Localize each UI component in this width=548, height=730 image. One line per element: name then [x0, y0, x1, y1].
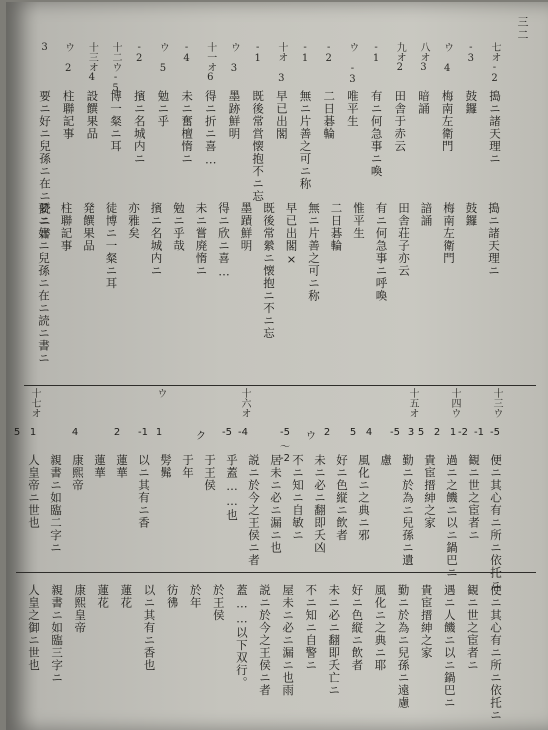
line-text-corrected: 発饌果品: [82, 202, 96, 252]
line-text: 田舎于赤云: [393, 90, 408, 153]
bottom-text-corrected: 蓋……以下双行。: [234, 584, 249, 689]
bottom-text-corrected: 勤ニ於為ニ兒孫ニ遠慮: [396, 584, 411, 709]
line-marker: ウ -3: [346, 42, 358, 85]
bottom-text: 未ニ必ニ翻即夭凶: [313, 454, 327, 554]
line-text-corrected: 要ニ好ニ兒孫ニ在ニ読ニ書ニ: [37, 202, 51, 365]
bottom-text: 蓮華: [115, 454, 129, 479]
line-text: 博一粲ニ耳: [109, 90, 124, 153]
line-text: 要ニ好ニ兒孫ニ在ニ読ニ書: [38, 90, 52, 240]
sub-number: 5: [349, 427, 357, 438]
bottom-text-corrected: 於年: [188, 584, 203, 609]
line-marker: 十オ 3: [275, 42, 287, 84]
bottom-text-corrected: 以ニ其有ニ香也: [142, 584, 157, 672]
line-number: 4: [71, 427, 79, 438]
line-number: 4: [365, 427, 373, 438]
line-number: 1: [155, 427, 163, 438]
sub-number: -2: [458, 427, 468, 438]
line-text: 鼓鑼: [464, 90, 479, 115]
sub-number: 5: [417, 427, 425, 438]
line-text-corrected: 無ニ片善之可ニ称: [307, 202, 321, 302]
line-text-corrected: 鼓鑼: [464, 202, 479, 227]
line-text: 既後常営懐抱不ニ忘: [251, 90, 266, 203]
bottom-text: 親書ニ如臨二字ニ: [49, 454, 63, 554]
line-marker: ウ 4: [441, 42, 453, 74]
line-text: 墨跡鮮明: [227, 90, 242, 140]
line-text: 得ニ折ニ喜…: [203, 90, 218, 168]
line-text-corrected: 有ニ何急事ニ呼喚: [374, 202, 389, 302]
line-text: 唯平生: [345, 90, 360, 128]
line-marker: 七オ-2: [489, 42, 500, 84]
bottom-text-corrected: 屋未ニ必ニ漏ニ也雨: [281, 584, 296, 697]
line-marker: 十三オ4: [86, 42, 98, 83]
line-marker: -2: [133, 42, 145, 64]
book-page: [6, 2, 548, 730]
bottom-text-corrected: 不ニ知ニ自警ニ: [304, 584, 319, 672]
line-number: 2: [323, 427, 331, 438]
bottom-text-corrected: 貴宦搢紳之家: [419, 584, 434, 659]
line-number: 2: [113, 427, 121, 438]
bottom-text-corrected: 彷彿: [165, 584, 180, 609]
section-label: 十四ウ: [449, 388, 460, 418]
line-marker: -1: [370, 42, 382, 64]
line-text: 暗誦: [416, 90, 431, 115]
section-label: 十三ウ: [491, 388, 502, 418]
sub-number: ウ: [306, 431, 316, 442]
bottom-text: 不ニ知ニ自敏ニ: [291, 454, 305, 542]
bottom-text: 便ニ其心有ニ所ニ依托ニ: [489, 454, 503, 592]
line-text: 搗ニ諸天理ニ: [488, 90, 502, 165]
line-marker: ウ 5: [157, 42, 169, 74]
bottom-text: 于王侯: [203, 454, 217, 492]
bottom-text: 勤ニ於為ニ兒孫ニ遺: [401, 454, 415, 567]
line-text: 二日碁輪: [322, 90, 337, 140]
line-number: 1: [29, 427, 37, 438]
line-text: 柱聯記事: [61, 90, 76, 140]
sub-number: -5: [222, 427, 232, 438]
line-number: ク: [196, 431, 206, 442]
line-number: -5: [490, 427, 500, 438]
sub-number: -1: [138, 427, 148, 438]
line-number: 1: [449, 427, 457, 438]
bottom-text: 以ニ其有ニ香: [137, 454, 151, 529]
line-text-corrected: 得ニ欣ニ喜…: [217, 202, 231, 280]
bottom-text: 説ニ於今之王侯ニ者: [247, 454, 261, 567]
line-marker: -3: [465, 42, 477, 64]
line-marker: ウ 3: [228, 42, 240, 74]
line-marker: -4: [181, 42, 193, 64]
bottom-text: 風化ニ之典ニ邪: [357, 454, 371, 542]
bottom-text-corrected: 親書ニ如臨三字ニ: [50, 584, 65, 684]
bottom-text: 髣髴: [159, 454, 173, 479]
line-number: 3: [407, 427, 415, 438]
bottom-text-corrected: 遇ニ人饑ニ以ニ鍋巴ニ: [442, 584, 457, 709]
bottom-text-corrected: 使ニ其心有ニ所ニ依托ニ: [489, 584, 503, 722]
line-text-corrected: 早已出閣×: [284, 202, 299, 267]
bottom-text: 好ニ色縦ニ飲者: [335, 454, 349, 542]
line-marker: -1: [299, 42, 311, 64]
line-text-corrected: 徒博ニ一粲ニ耳: [104, 202, 119, 290]
line-marker: -2: [323, 42, 335, 64]
section-label: 十七オ: [29, 388, 40, 418]
bottom-text: 蓮華: [93, 454, 107, 479]
line-text-corrected: 擯ニ名城内ニ: [149, 202, 164, 277]
bottom-text-corrected: 蓮花: [96, 584, 111, 609]
line-marker: ウ 2: [62, 42, 74, 74]
line-text-corrected: 二日碁輪: [329, 202, 344, 252]
line-text: 未ニ奮檀惰ニ: [180, 90, 195, 165]
line-text-corrected: 柱聯記事: [59, 202, 74, 252]
line-text: 梅南左衛門: [440, 90, 455, 153]
bottom-text-corrected: 於王侯: [211, 584, 226, 622]
bottom-text: 康熙帝: [71, 454, 85, 492]
line-text: 設饌果品: [85, 90, 100, 140]
line-text-corrected: 搗ニ諸天理ニ: [487, 202, 501, 277]
bottom-text-corrected: 康熙皇帝: [73, 584, 88, 634]
section-divider: [24, 385, 536, 386]
line-text-corrected: 墨蹟鮮明: [239, 202, 254, 252]
line-text-corrected: 未ニ嘗廃惰ニ: [194, 202, 209, 277]
sub-number: 2: [433, 427, 441, 438]
line-marker: 3: [39, 42, 50, 53]
line-text: 早已出閣: [274, 90, 289, 140]
section-label: 十六オ: [239, 388, 250, 418]
section-label: 十五オ: [407, 388, 418, 418]
line-text-corrected: 勉ニ乎哉: [172, 202, 186, 252]
sub-number: -1: [474, 427, 484, 438]
bottom-text: 人皇帝ニ世也: [27, 454, 41, 529]
line-text-corrected: 亦雅矣: [127, 202, 141, 240]
bottom-text-corrected: 蓮花: [119, 584, 134, 609]
bottom-text-corrected: 未ニ必ニ翻即夭亡ニ: [327, 584, 342, 697]
bottom-text-corrected: 観ニ世之宦者ニ: [465, 584, 480, 672]
line-marker: 八オ3: [417, 42, 429, 73]
line-text-corrected: 田舎荘子亦云: [397, 202, 411, 277]
line-number: -4: [238, 427, 248, 438]
line-marker: -1: [252, 42, 264, 64]
bottom-text: 慮: [379, 454, 393, 467]
line-text-corrected: 既後常縈ニ懐抱ニ不ニ忘: [262, 202, 276, 340]
page-number: 三二: [516, 16, 529, 42]
line-text: 無ニ片善之可ニ称: [298, 90, 313, 190]
line-text-corrected: 梅南左衛門: [442, 202, 456, 265]
bottom-text-corrected: 好ニ色縦ニ飲者: [350, 584, 365, 672]
line-marker: 十二ウ-5: [110, 42, 122, 94]
line-text: 擯ニ名城内ニ: [132, 90, 147, 165]
line-marker: 九オ2: [394, 42, 406, 73]
bottom-text-corrected: 説ニ於今之王侯ニ者: [258, 584, 272, 697]
line-text-corrected: 諳誦: [419, 202, 434, 227]
line-marker: 十一オ6: [204, 42, 216, 83]
sub-number: -5: [390, 427, 400, 438]
bottom-text: 居未ニ必ニ漏ニ也: [269, 454, 283, 554]
line-text: 勉ニ乎: [156, 90, 171, 128]
bottom-text: 乎蓋……也: [225, 454, 239, 522]
line-text: 有ニ何急事ニ喚: [369, 90, 384, 178]
bottom-text: 貴宦搢紳之家: [423, 454, 437, 529]
bottom-text-corrected: 人皇之御ニ世也: [27, 584, 41, 672]
line-number: -5 〜 -2: [280, 427, 290, 464]
section-label: ウ: [155, 388, 166, 398]
bottom-text: 観ニ世之宦者ニ: [467, 454, 481, 542]
bottom-text-corrected: 風化ニ之典ニ耶: [373, 584, 388, 672]
sub-number: 5: [13, 427, 21, 438]
bottom-text: 于年: [181, 454, 195, 479]
line-text-corrected: 惟平生: [352, 202, 366, 240]
bottom-text: 過ニ之饑ニ以ニ鍋巴ニ: [445, 454, 459, 579]
